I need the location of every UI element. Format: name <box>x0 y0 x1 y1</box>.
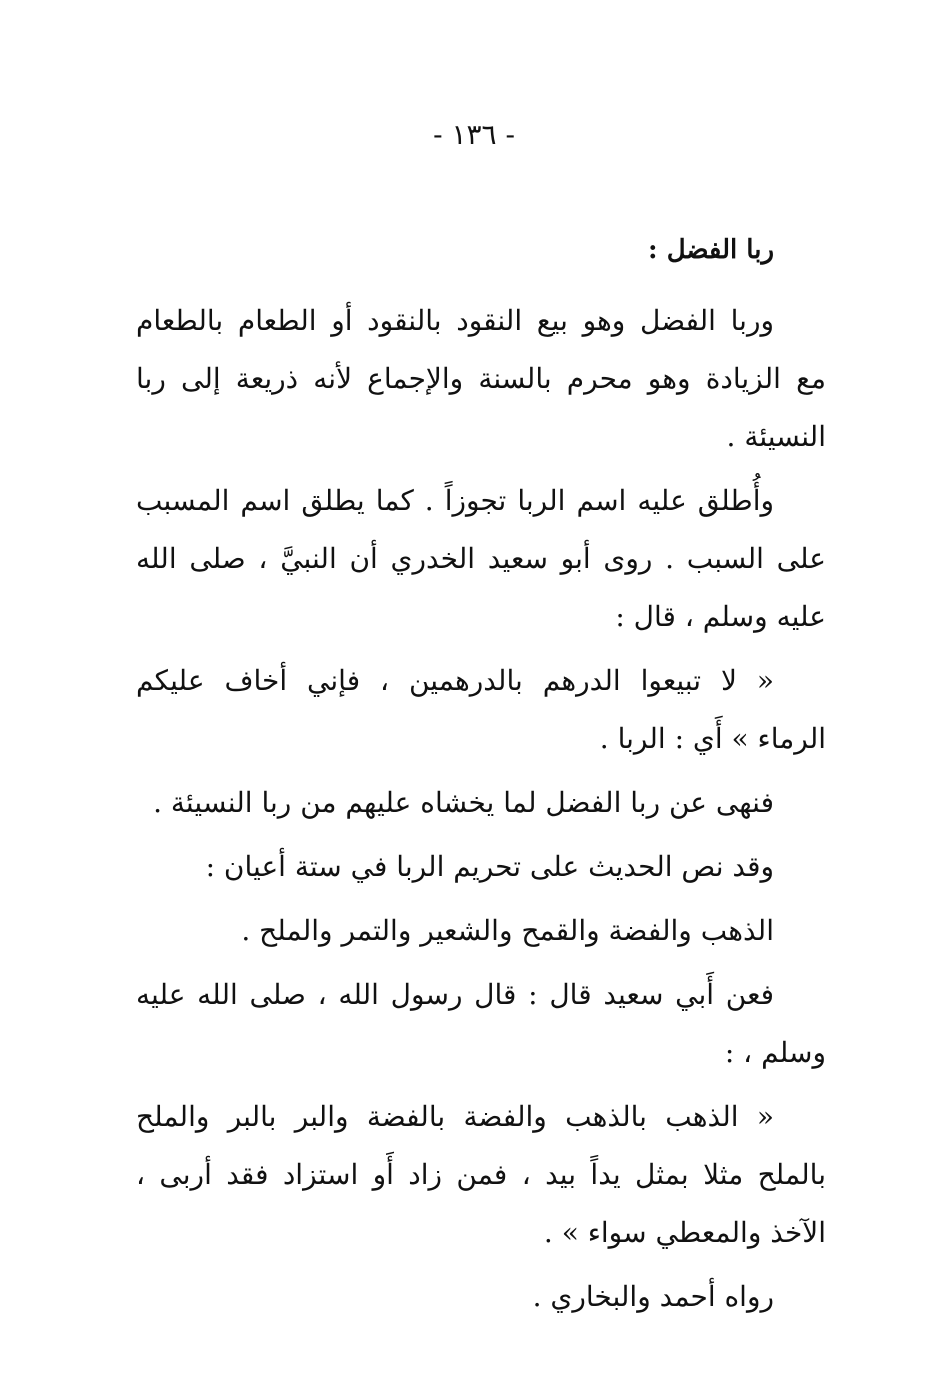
section-heading: ربا الفضل : <box>648 235 774 265</box>
page-number: - ١٣٦ - <box>433 118 515 151</box>
text-line: بالملح مثلا بمثل يداً بيد ، فمن زاد أَو استزاد فقد أربى ، <box>136 1158 826 1191</box>
text-line: وربا الفضل وهو بيع النقود بالنقود أو الطعام بالطعام <box>136 304 774 337</box>
paragraph-definition <box>136 292 826 466</box>
paragraph-hadith-text <box>136 1088 826 1262</box>
paragraph-prohibition <box>136 774 826 832</box>
text-line: الذهب والفضة والقمح والشعير والتمر والملح . <box>241 914 774 947</box>
paragraph-naming <box>136 472 826 646</box>
paragraph-hadith-quote <box>136 652 826 768</box>
text-line: فنهى عن ربا الفضل لما يخشاه عليهم من ربا النسيئة . <box>153 786 774 819</box>
text-line: النسيئة . <box>726 420 826 453</box>
paragraph-narration <box>136 966 826 1082</box>
text-line: وسلم ، : <box>724 1036 826 1069</box>
body-text <box>136 222 826 1332</box>
text-line: « لا تبيعوا الدرهم بالدرهمين ، فإني أخاف عليكم <box>136 664 774 697</box>
text-line: رواه أحمد والبخاري . <box>532 1280 774 1313</box>
paragraph-six-items <box>136 838 826 896</box>
text-line: الرماء » أَي : الربا . <box>599 722 826 755</box>
text-line: الآخذ والمعطي سواء » . <box>543 1216 826 1249</box>
paragraph-items-list <box>136 902 826 960</box>
text-line: وأُطلق عليه اسم الربا تجوزاً . كما يطلق اسم المسبب <box>136 484 774 517</box>
text-line: على السبب . روى أبو سعيد الخدري أن النبيَّ ، صلى الله <box>136 542 826 575</box>
paragraph-source <box>136 1268 826 1326</box>
text-line: عليه وسلم ، قال : <box>615 600 826 633</box>
text-line: مع الزيادة وهو محرم بالسنة والإجماع لأنه ذريعة إلى ربا <box>136 362 826 395</box>
text-line: فعن أَبي سعيد قال : قال رسول الله ، صلى الله عليه <box>136 978 774 1011</box>
text-line: « الذهب بالذهب والفضة بالفضة والبر بالبر والملح <box>136 1100 774 1133</box>
text-line: وقد نص الحديث على تحريم الربا في ستة أعيان : <box>205 850 774 883</box>
